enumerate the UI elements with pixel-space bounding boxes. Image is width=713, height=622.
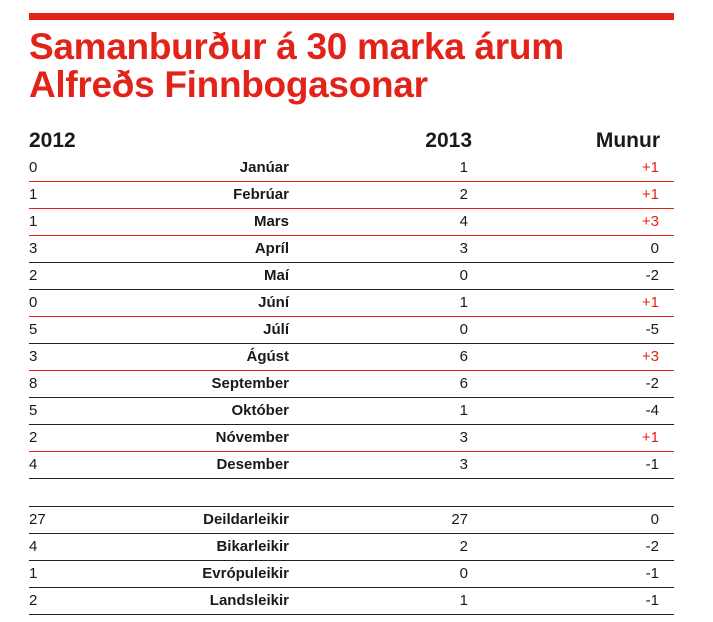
table-row	[29, 588, 674, 615]
cell-label: Júní	[258, 294, 289, 311]
cell-label: Bikarleikir	[216, 538, 289, 555]
cell-munur: -2	[645, 267, 659, 284]
page-title: Samanburður á 30 marka árum Alfreðs Finnbogasonar	[29, 26, 564, 105]
cell-2012: 1	[29, 213, 38, 230]
table-row	[29, 452, 674, 479]
cell-2013: 2	[459, 186, 468, 203]
cell-label: September	[211, 375, 289, 392]
cell-2013: 6	[459, 375, 468, 392]
cell-munur: +1	[641, 186, 659, 203]
cell-2012: 8	[29, 375, 38, 392]
cell-2012: 4	[29, 538, 38, 555]
cell-munur: -2	[645, 375, 659, 392]
cell-2012: 0	[29, 159, 38, 176]
cell-munur: +1	[641, 159, 659, 176]
cell-label: Apríl	[254, 240, 289, 257]
table-row	[29, 263, 674, 290]
cell-2012: 4	[29, 456, 38, 473]
table-row	[29, 182, 674, 209]
cell-label: Maí	[263, 267, 289, 284]
cell-label: Nóvember	[215, 429, 289, 446]
cell-label: Deildarleikir	[203, 511, 289, 528]
table-row	[29, 534, 674, 561]
comparison-table	[29, 155, 674, 615]
cell-2013: 0	[459, 565, 468, 582]
cell-label: Landsleikir	[209, 592, 289, 609]
cell-munur: -5	[645, 321, 659, 338]
cell-2012: 5	[29, 321, 38, 338]
column-header-2012: 2012	[29, 129, 76, 152]
cell-munur: -4	[645, 402, 659, 419]
cell-2012: 1	[29, 565, 38, 582]
cell-2012: 1	[29, 186, 38, 203]
cell-label: Mars	[253, 213, 289, 230]
column-header-munur: Munur	[595, 129, 660, 152]
cell-label: Október	[231, 402, 289, 419]
cell-label: Ágúst	[246, 348, 289, 365]
cell-2012: 2	[29, 429, 38, 446]
cell-2013: 0	[459, 321, 468, 338]
cell-munur: +3	[641, 348, 659, 365]
cell-label: Desember	[216, 456, 289, 473]
table-row	[29, 317, 674, 344]
table-row	[29, 209, 674, 236]
table-row	[29, 236, 674, 263]
cell-2012: 3	[29, 240, 38, 257]
table-row	[29, 344, 674, 371]
cell-munur: +1	[641, 294, 659, 311]
table-row	[29, 398, 674, 425]
cell-2012: 2	[29, 592, 38, 609]
table-row	[29, 561, 674, 588]
cell-label: Febrúar	[233, 186, 289, 203]
cell-2012: 3	[29, 348, 38, 365]
cell-2012: 2	[29, 267, 38, 284]
cell-munur: -1	[645, 592, 659, 609]
cell-label: Evrópuleikir	[202, 565, 289, 582]
cell-munur: +3	[641, 213, 659, 230]
cell-2013: 0	[459, 267, 468, 284]
table-row	[29, 290, 674, 317]
cell-2013: 1	[459, 294, 468, 311]
cell-2013: 1	[459, 159, 468, 176]
cell-2013: 1	[459, 592, 468, 609]
cell-2012: 0	[29, 294, 38, 311]
cell-2013: 2	[459, 538, 468, 555]
table-row	[29, 506, 674, 534]
cell-munur: -2	[645, 538, 659, 555]
cell-munur: 0	[650, 511, 659, 528]
cell-label: Júlí	[263, 321, 289, 338]
cell-2013: 27	[451, 511, 468, 528]
cell-2012: 27	[29, 511, 46, 528]
table-row	[29, 425, 674, 452]
cell-2013: 4	[459, 213, 468, 230]
table-row	[29, 155, 674, 182]
cell-2013: 3	[459, 240, 468, 257]
cell-munur: -1	[645, 456, 659, 473]
cell-munur: 0	[650, 240, 659, 257]
cell-munur: +1	[641, 429, 659, 446]
top-accent-bar	[29, 13, 674, 20]
table-row	[29, 371, 674, 398]
column-header-2013: 2013	[425, 129, 472, 152]
cell-2012: 5	[29, 402, 38, 419]
cell-2013: 3	[459, 429, 468, 446]
cell-2013: 1	[459, 402, 468, 419]
cell-munur: -1	[645, 565, 659, 582]
cell-2013: 6	[459, 348, 468, 365]
cell-2013: 3	[459, 456, 468, 473]
cell-label: Janúar	[239, 159, 289, 176]
